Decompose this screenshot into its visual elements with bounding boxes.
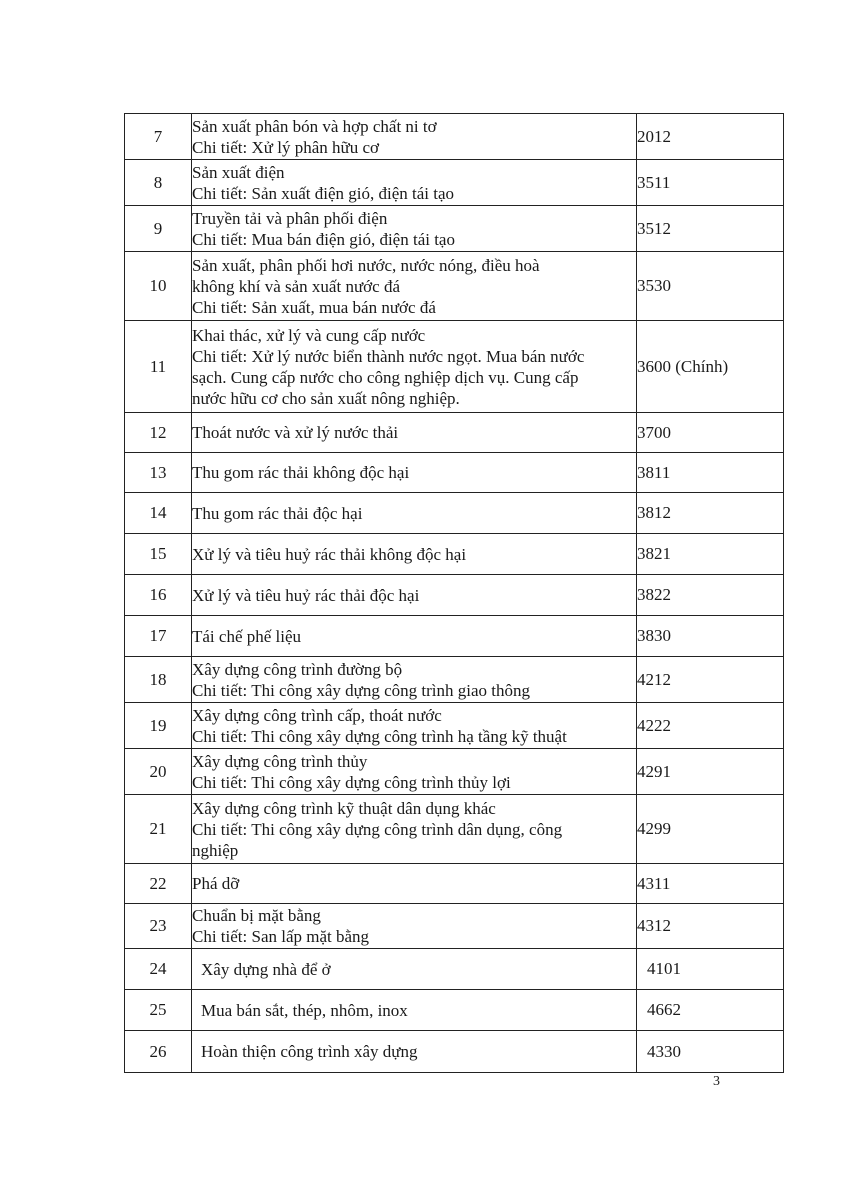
row-number: 7 xyxy=(125,114,192,160)
row-number: 18 xyxy=(125,657,192,703)
description-line: Chi tiết: Mua bán điện gió, điện tái tạo xyxy=(192,229,455,249)
description-line: Xử lý và tiêu huỷ rác thải không độc hại xyxy=(192,544,467,564)
row-number: 14 xyxy=(125,493,192,534)
business-description xyxy=(192,321,637,413)
business-description xyxy=(192,252,637,321)
industry-code: 4312 xyxy=(637,904,784,949)
description-line: không khí và sản xuất nước đá xyxy=(192,276,400,296)
industry-code: 3830 xyxy=(637,616,784,657)
description-line: sạch. Cung cấp nước cho công nghiệp dịch vụ. Cung cấp xyxy=(192,367,579,387)
table-row xyxy=(125,795,784,864)
table-row xyxy=(125,575,784,616)
table-row xyxy=(125,413,784,453)
industry-code: 4101 xyxy=(637,949,784,990)
description-line: Chi tiết: Thi công xây dựng công trình giao thông xyxy=(192,680,530,700)
industry-code: 3700 xyxy=(637,413,784,453)
description-line: Phá dỡ xyxy=(192,874,240,893)
business-description xyxy=(192,904,637,949)
row-number: 11 xyxy=(125,321,192,413)
description-line: Chi tiết: Xử lý phân hữu cơ xyxy=(192,137,380,157)
industry-code: 4212 xyxy=(637,657,784,703)
description-line: Chi tiết: Thi công xây dựng công trình hạ tầng kỹ thuật xyxy=(192,726,567,746)
table-row xyxy=(125,1031,784,1073)
row-number: 24 xyxy=(125,949,192,990)
table-row xyxy=(125,949,784,990)
business-description xyxy=(192,534,637,575)
row-number: 9 xyxy=(125,206,192,252)
table-row xyxy=(125,616,784,657)
table-row xyxy=(125,453,784,493)
description-line: Sản xuất, phân phối hơi nước, nước nóng, điều hoà xyxy=(192,255,540,275)
page-number: 3 xyxy=(713,1074,720,1089)
description-line: Mua bán sắt, thép, nhôm, inox xyxy=(201,1000,408,1020)
description-line: Xây dựng công trình cấp, thoát nước xyxy=(192,705,442,725)
description-line: Hoàn thiện công trình xây dựng xyxy=(201,1042,418,1061)
description-line: Thu gom rác thải độc hại xyxy=(192,503,363,523)
table-row xyxy=(125,864,784,904)
table-row xyxy=(125,493,784,534)
table-row xyxy=(125,749,784,795)
description-line: Sản xuất phân bón và hợp chất ni tơ xyxy=(192,116,437,136)
description-line: Tái chế phế liệu xyxy=(192,626,302,646)
industry-code: 4311 xyxy=(637,864,784,904)
business-description xyxy=(192,864,637,904)
industry-code: 3530 xyxy=(637,252,784,321)
business-lines-table xyxy=(124,113,784,1073)
description-line: Sản xuất điện xyxy=(192,162,285,182)
industry-code: 3811 xyxy=(637,453,784,493)
table-row xyxy=(125,114,784,160)
row-number: 16 xyxy=(125,575,192,616)
row-number: 20 xyxy=(125,749,192,795)
business-description xyxy=(192,453,637,493)
description-line: Chi tiết: San lấp mặt bằng xyxy=(192,927,370,946)
description-line: Xây dựng công trình đường bộ xyxy=(192,659,403,679)
business-description xyxy=(192,990,637,1031)
description-line: Thoát nước và xử lý nước thải xyxy=(192,423,399,442)
business-description xyxy=(192,413,637,453)
description-line: Xây dựng nhà để ở xyxy=(201,959,331,979)
description-line: Xử lý và tiêu huỷ rác thải độc hại xyxy=(192,585,420,605)
industry-code: 4662 xyxy=(637,990,784,1031)
description-line: Khai thác, xử lý và cung cấp nước xyxy=(192,325,426,345)
row-number: 15 xyxy=(125,534,192,575)
row-number: 8 xyxy=(125,160,192,206)
business-description xyxy=(192,575,637,616)
row-number: 22 xyxy=(125,864,192,904)
industry-code: 3812 xyxy=(637,493,784,534)
industry-code: 4330 xyxy=(637,1031,784,1073)
business-description xyxy=(192,616,637,657)
row-number: 13 xyxy=(125,453,192,493)
industry-code: 4299 xyxy=(637,795,784,864)
table-row xyxy=(125,321,784,413)
description-line: nghiệp xyxy=(192,840,239,860)
table-row xyxy=(125,703,784,749)
description-line: Xây dựng công trình thủy xyxy=(192,751,368,771)
table-row xyxy=(125,206,784,252)
business-description xyxy=(192,160,637,206)
description-line: Chi tiết: Sản xuất điện gió, điện tái tạo xyxy=(192,183,455,203)
description-line: Chi tiết: Thi công xây dựng công trình thủy lợi xyxy=(192,772,511,792)
business-description xyxy=(192,949,637,990)
industry-code: 3600 (Chính) xyxy=(637,321,784,413)
description-line: Chuẩn bị mặt bằng xyxy=(192,906,321,925)
table-row xyxy=(125,252,784,321)
description-line: Truyền tải và phân phối điện xyxy=(192,208,388,228)
industry-code: 3512 xyxy=(637,206,784,252)
row-number: 19 xyxy=(125,703,192,749)
row-number: 25 xyxy=(125,990,192,1031)
row-number: 17 xyxy=(125,616,192,657)
table-row xyxy=(125,534,784,575)
industry-code: 2012 xyxy=(637,114,784,160)
business-description xyxy=(192,703,637,749)
row-number: 21 xyxy=(125,795,192,864)
industry-code: 3511 xyxy=(637,160,784,206)
business-description xyxy=(192,206,637,252)
industry-code: 4291 xyxy=(637,749,784,795)
description-line: nước hữu cơ cho sản xuất nông nghiệp. xyxy=(192,388,460,408)
description-line: Chi tiết: Thi công xây dựng công trình dân dụng, công xyxy=(192,819,563,839)
industry-code: 3821 xyxy=(637,534,784,575)
description-line: Chi tiết: Xử lý nước biển thành nước ngọt. Mua bán nước xyxy=(192,346,585,366)
business-description xyxy=(192,493,637,534)
table-row xyxy=(125,990,784,1031)
row-number: 10 xyxy=(125,252,192,321)
business-description xyxy=(192,657,637,703)
row-number: 23 xyxy=(125,904,192,949)
business-description xyxy=(192,114,637,160)
business-description xyxy=(192,795,637,864)
business-description xyxy=(192,749,637,795)
description-line: Thu gom rác thải không độc hại xyxy=(192,463,410,482)
row-number: 26 xyxy=(125,1031,192,1073)
table-row xyxy=(125,160,784,206)
table-row xyxy=(125,657,784,703)
row-number: 12 xyxy=(125,413,192,453)
business-description xyxy=(192,1031,637,1073)
industry-code: 3822 xyxy=(637,575,784,616)
table-row xyxy=(125,904,784,949)
description-line: Chi tiết: Sản xuất, mua bán nước đá xyxy=(192,297,436,317)
description-line: Xây dựng công trình kỹ thuật dân dụng khác xyxy=(192,798,496,818)
industry-code: 4222 xyxy=(637,703,784,749)
